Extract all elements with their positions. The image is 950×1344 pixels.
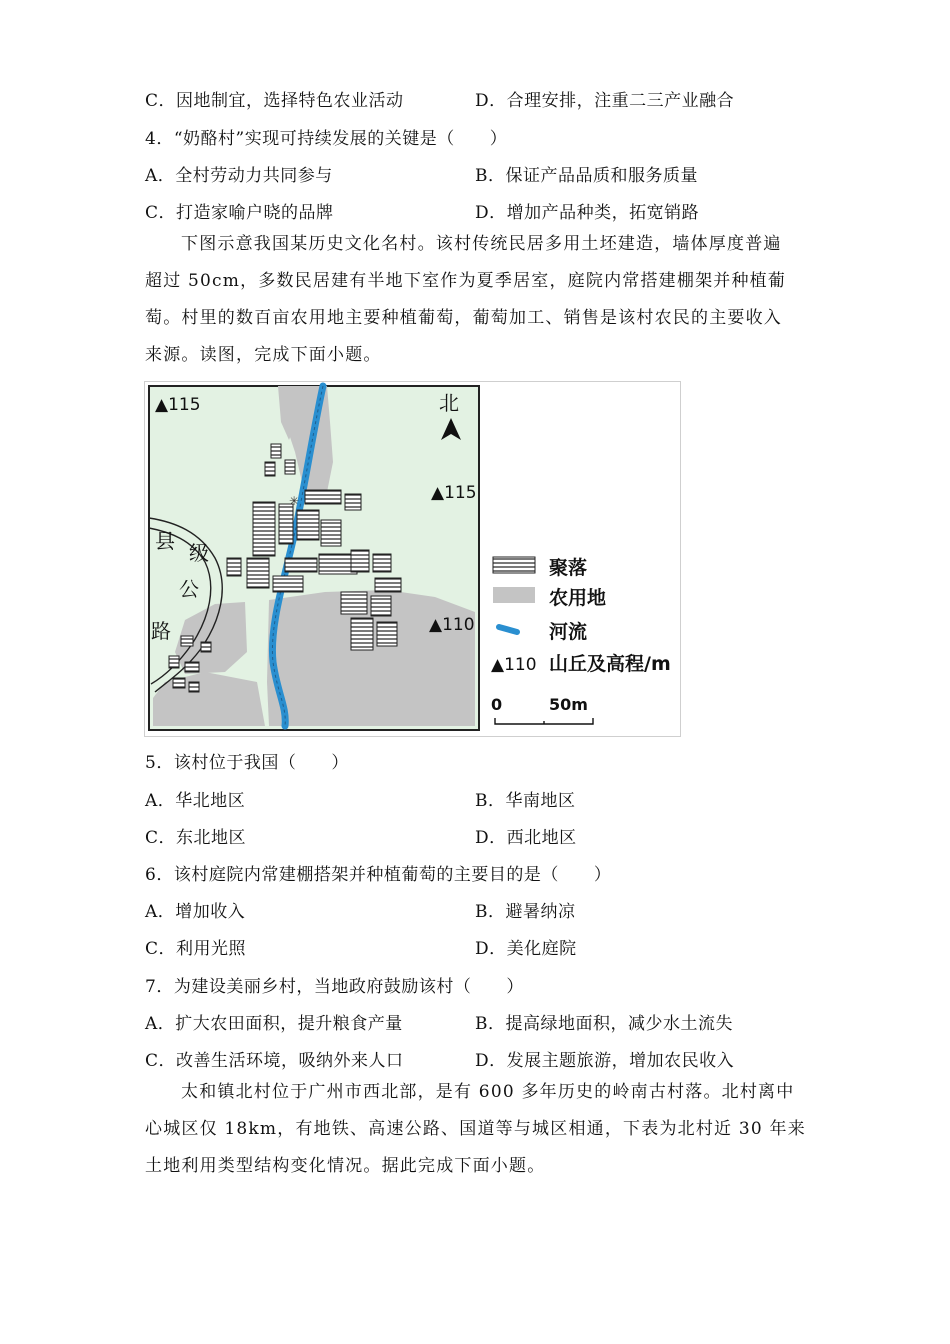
- tree-symbol: ✳: [289, 494, 300, 508]
- q6-option-c: C．利用光照: [145, 939, 247, 959]
- intro1-line-2: 超过 50cm，多数民居建有半地下室作为夏季居室，庭院内常搭建棚架并种植葡: [145, 271, 787, 291]
- intro-paragraph-2: [145, 1074, 813, 1185]
- settlement-block: [321, 520, 341, 546]
- q4-stem: 4．“奶酪村”实现可持续发展的关键是（ ）: [145, 129, 508, 149]
- settlement-block: [373, 554, 391, 572]
- q4-option-b: B．保证产品品质和服务质量: [475, 166, 698, 186]
- intro2-line-3: 土地利用类型结构变化情况。据此完成下面小题。: [145, 1156, 546, 1176]
- q6-option-a: A．增加收入: [145, 902, 246, 922]
- legend-settlement-label: 聚落: [549, 557, 588, 579]
- q6-option-d: D．美化庭院: [475, 939, 577, 959]
- road-label-char-3: 公: [179, 577, 199, 601]
- settlement-block: [345, 494, 361, 510]
- settlement-block: [273, 576, 303, 592]
- legend-river-label: 河流: [549, 621, 588, 643]
- settlement-block: [227, 558, 241, 576]
- settlement-block: [201, 642, 211, 652]
- settlement-block: [297, 510, 319, 540]
- settlement-block: [265, 462, 275, 476]
- legend-hill-symbol: ▲110: [491, 655, 537, 675]
- q5-option-d: D．西北地区: [475, 828, 577, 848]
- intro2-line-2: 心城区仅 18km，有地铁、高速公路、国道等与城区相通，下表为北村近 30 年来: [145, 1119, 806, 1139]
- peak-label-east: ▲115: [431, 483, 477, 503]
- q4-option-d: D．增加产品种类，拓宽销路: [475, 203, 700, 223]
- intro2-line-1: 太和镇北村位于广州市西北部，是有 600 多年历史的岭南古村落。北村离中: [181, 1082, 795, 1102]
- q7-stem: 7．为建设美丽乡村，当地政府鼓励该村（ ）: [145, 977, 524, 997]
- settlement-block: [253, 502, 275, 556]
- settlement-block: [371, 596, 391, 616]
- settlement-block: [279, 504, 293, 544]
- q7-option-b: B．提高绿地面积，减少水土流失: [475, 1014, 733, 1034]
- q5-option-c: C．东北地区: [145, 828, 247, 848]
- settlement-block: [271, 444, 281, 458]
- q6-option-b: B．避暑纳凉: [475, 902, 576, 922]
- settlement-block: [305, 490, 341, 504]
- q5-option-b: B．华南地区: [475, 791, 576, 811]
- scale-bar: [491, 695, 593, 724]
- q5-stem: 5．该村位于我国（ ）: [145, 753, 349, 773]
- road-label-char-1: 县: [155, 529, 175, 553]
- settlement-block: [285, 558, 317, 572]
- settlement-block: [341, 592, 367, 614]
- settlement-block: [351, 618, 373, 650]
- q7-option-d: D．发展主题旅游，增加农民收入: [475, 1051, 735, 1071]
- intro1-line-1: 下图示意我国某历史文化名村。该村传统民居多用土坯建造，墙体厚度普遍: [181, 234, 782, 254]
- settlement-block: [285, 460, 295, 474]
- q5-option-a: A．华北地区: [145, 791, 246, 811]
- village-map-svg: [145, 382, 680, 736]
- road-label-char-4: 路: [151, 619, 171, 643]
- scale-zero: 0: [491, 695, 503, 714]
- q7-option-c: C．改善生活环境，吸纳外来人口: [145, 1051, 404, 1071]
- map-legend: [491, 556, 671, 675]
- settlement-block: [173, 678, 185, 688]
- legend-farmland-swatch: [493, 587, 535, 603]
- settlement-block: [247, 558, 269, 588]
- settlement-block: [377, 622, 397, 646]
- intro1-line-4: 来源。读图，完成下面小题。: [145, 345, 382, 365]
- legend-hill-label: 山丘及高程/m: [549, 653, 671, 675]
- legend-settlement-swatch: [493, 557, 535, 573]
- village-map-figure: [144, 381, 681, 737]
- scale-line: [495, 718, 593, 724]
- scale-distance: 50m: [549, 695, 588, 714]
- q4-option-a: A．全村劳动力共同参与: [145, 166, 333, 186]
- q6-stem: 6．该村庭院内常建棚搭架并种植葡萄的主要目的是（ ）: [145, 865, 612, 885]
- intro-paragraph-1: [145, 226, 813, 374]
- legend-river-swatch: [499, 627, 517, 632]
- settlement-block: [185, 662, 199, 672]
- settlement-block: [375, 578, 401, 592]
- settlement-block: [351, 550, 369, 572]
- settlement-block: [189, 682, 199, 692]
- intro1-line-3: 萄。村里的数百亩农用地主要种植葡萄，葡萄加工、销售是该村农民的主要收入: [145, 308, 782, 328]
- road-label-char-2: 级: [189, 541, 209, 565]
- q3-option-d: D．合理安排，注重二三产业融合: [475, 91, 735, 111]
- peak-label-southeast: ▲110: [429, 615, 475, 635]
- north-label: 北: [439, 391, 459, 415]
- peak-label-northwest: ▲115: [155, 395, 201, 415]
- q7-option-a: A．扩大农田面积，提升粮食产量: [145, 1014, 403, 1034]
- q3-option-c: C．因地制宜，选择特色农业活动: [145, 91, 404, 111]
- q4-option-c: C．打造家喻户晓的品牌: [145, 203, 334, 223]
- settlement-block: [169, 656, 179, 668]
- settlement-block: [181, 636, 193, 646]
- legend-farmland-label: 农用地: [549, 587, 607, 609]
